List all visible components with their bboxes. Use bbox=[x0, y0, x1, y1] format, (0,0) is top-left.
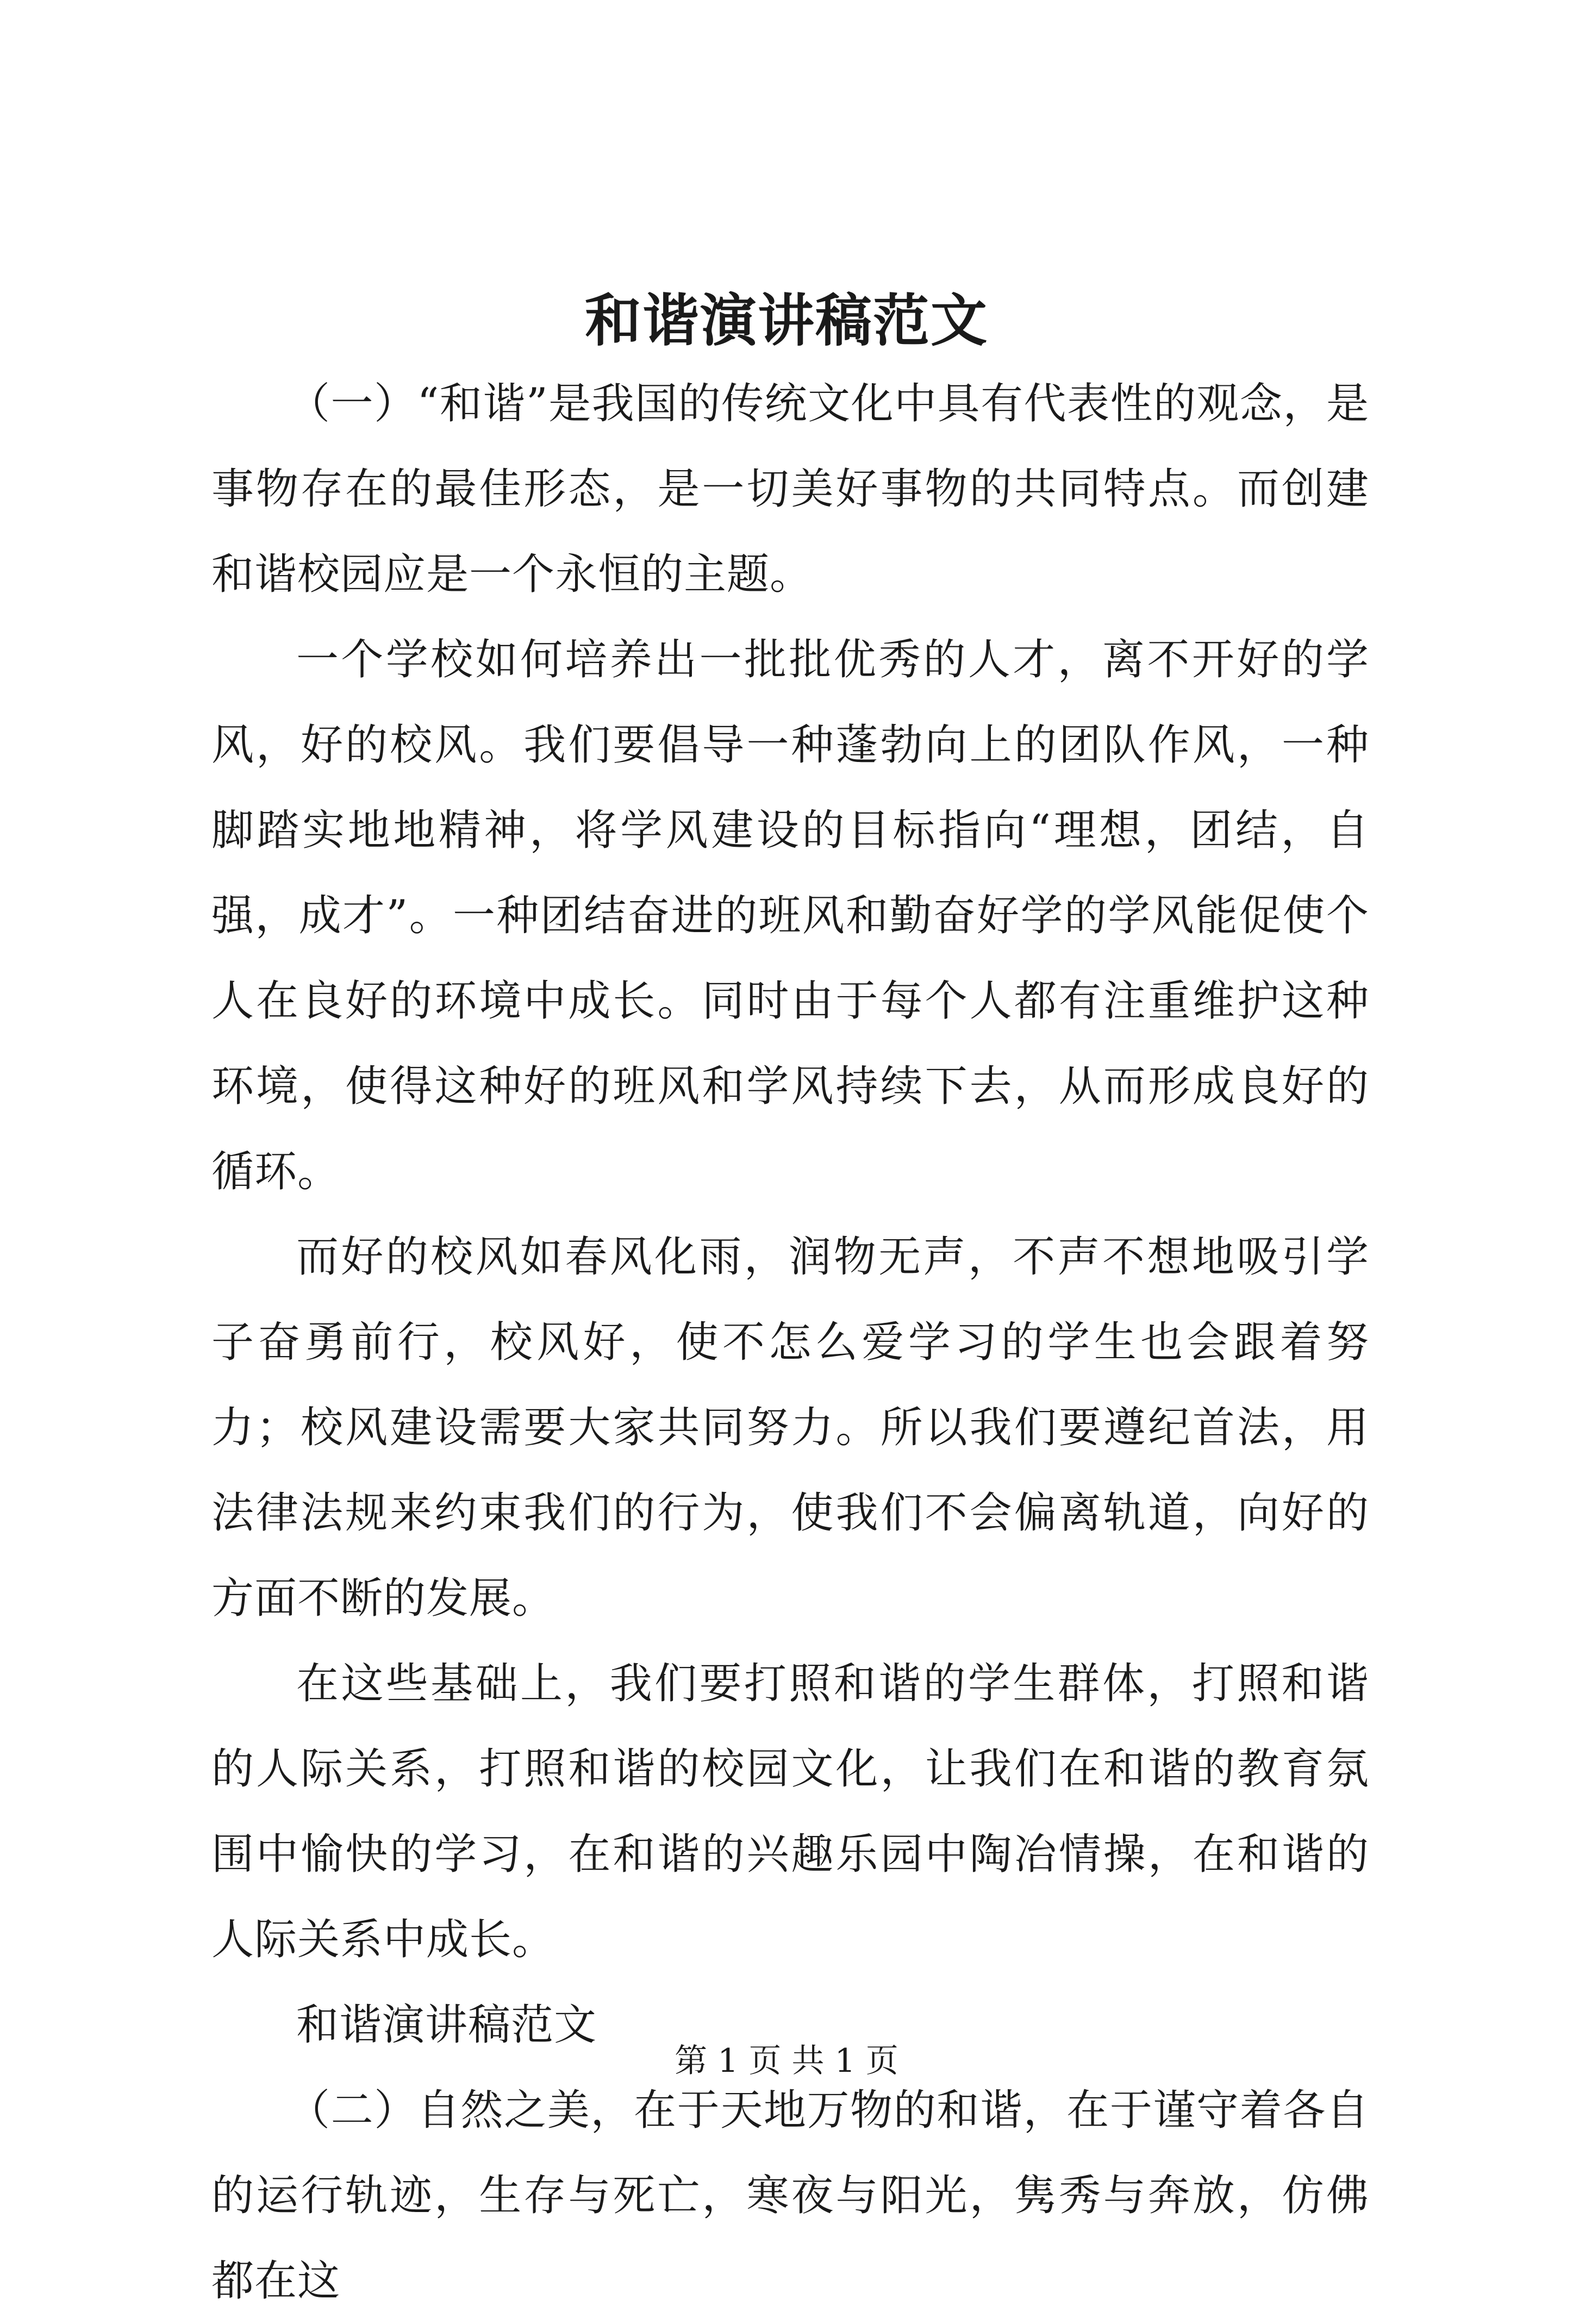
paragraph-5: （二）自然之美，在于天地万物的和谐，在于谨守着各自的运行轨迹，生存与死亡，寒夜与阳光，隽秀与奔放，仿佛都在这 bbox=[211, 2086, 1369, 2306]
paragraph-2: 一个学校如何培养出一批批优秀的人才，离不开好的学风，好的校风。我们要倡导一种蓬勃向上的团队作风，一种脚踏实地地精神，将学风建设的目标指向“理想，团结，自强，成才”。一种团结奋进的班风和勤奋好学的学风能促使个人在良好的环境中成长。同时由于每个人都有注重维护这种环境，使得这种好的班风和学风持续下去，从而形成良好的循环。 bbox=[211, 635, 1369, 1196]
document-body bbox=[211, 361, 1369, 2324]
section-heading: 和谐演讲稿范文 bbox=[296, 2001, 597, 2050]
page-footer: 第 1 页 共 1 页 bbox=[675, 2042, 898, 2080]
paragraph-3: 而好的校风如春风化雨，润物无声，不声不想地吸引学子奋勇前行，校风好，使不怎么爱学习的学生也会跟着努力；校风建设需要大家共同努力。所以我们要遵纪首法，用法律法规来约束我们的行为，使我们不会偏离轨道，向好的方面不断的发展。 bbox=[211, 1233, 1369, 1623]
paragraph-4: 在这些基础上，我们要打照和谐的学生群体，打照和谐的人际关系，打照和谐的校园文化，让我们在和谐的教育氛围中愉快的学习，在和谐的兴趣乐园中陶冶情操，在和谐的人际关系中成长。 bbox=[211, 1659, 1369, 1964]
document-title: 和谐演讲稿范文 bbox=[584, 287, 988, 354]
paragraph-1: （一）“和谐”是我国的传统文化中具有代表性的观念，是事物存在的最佳形态，是一切美好事物的共同特点。而创建和谐校园应是一个永恒的主题。 bbox=[211, 379, 1369, 599]
